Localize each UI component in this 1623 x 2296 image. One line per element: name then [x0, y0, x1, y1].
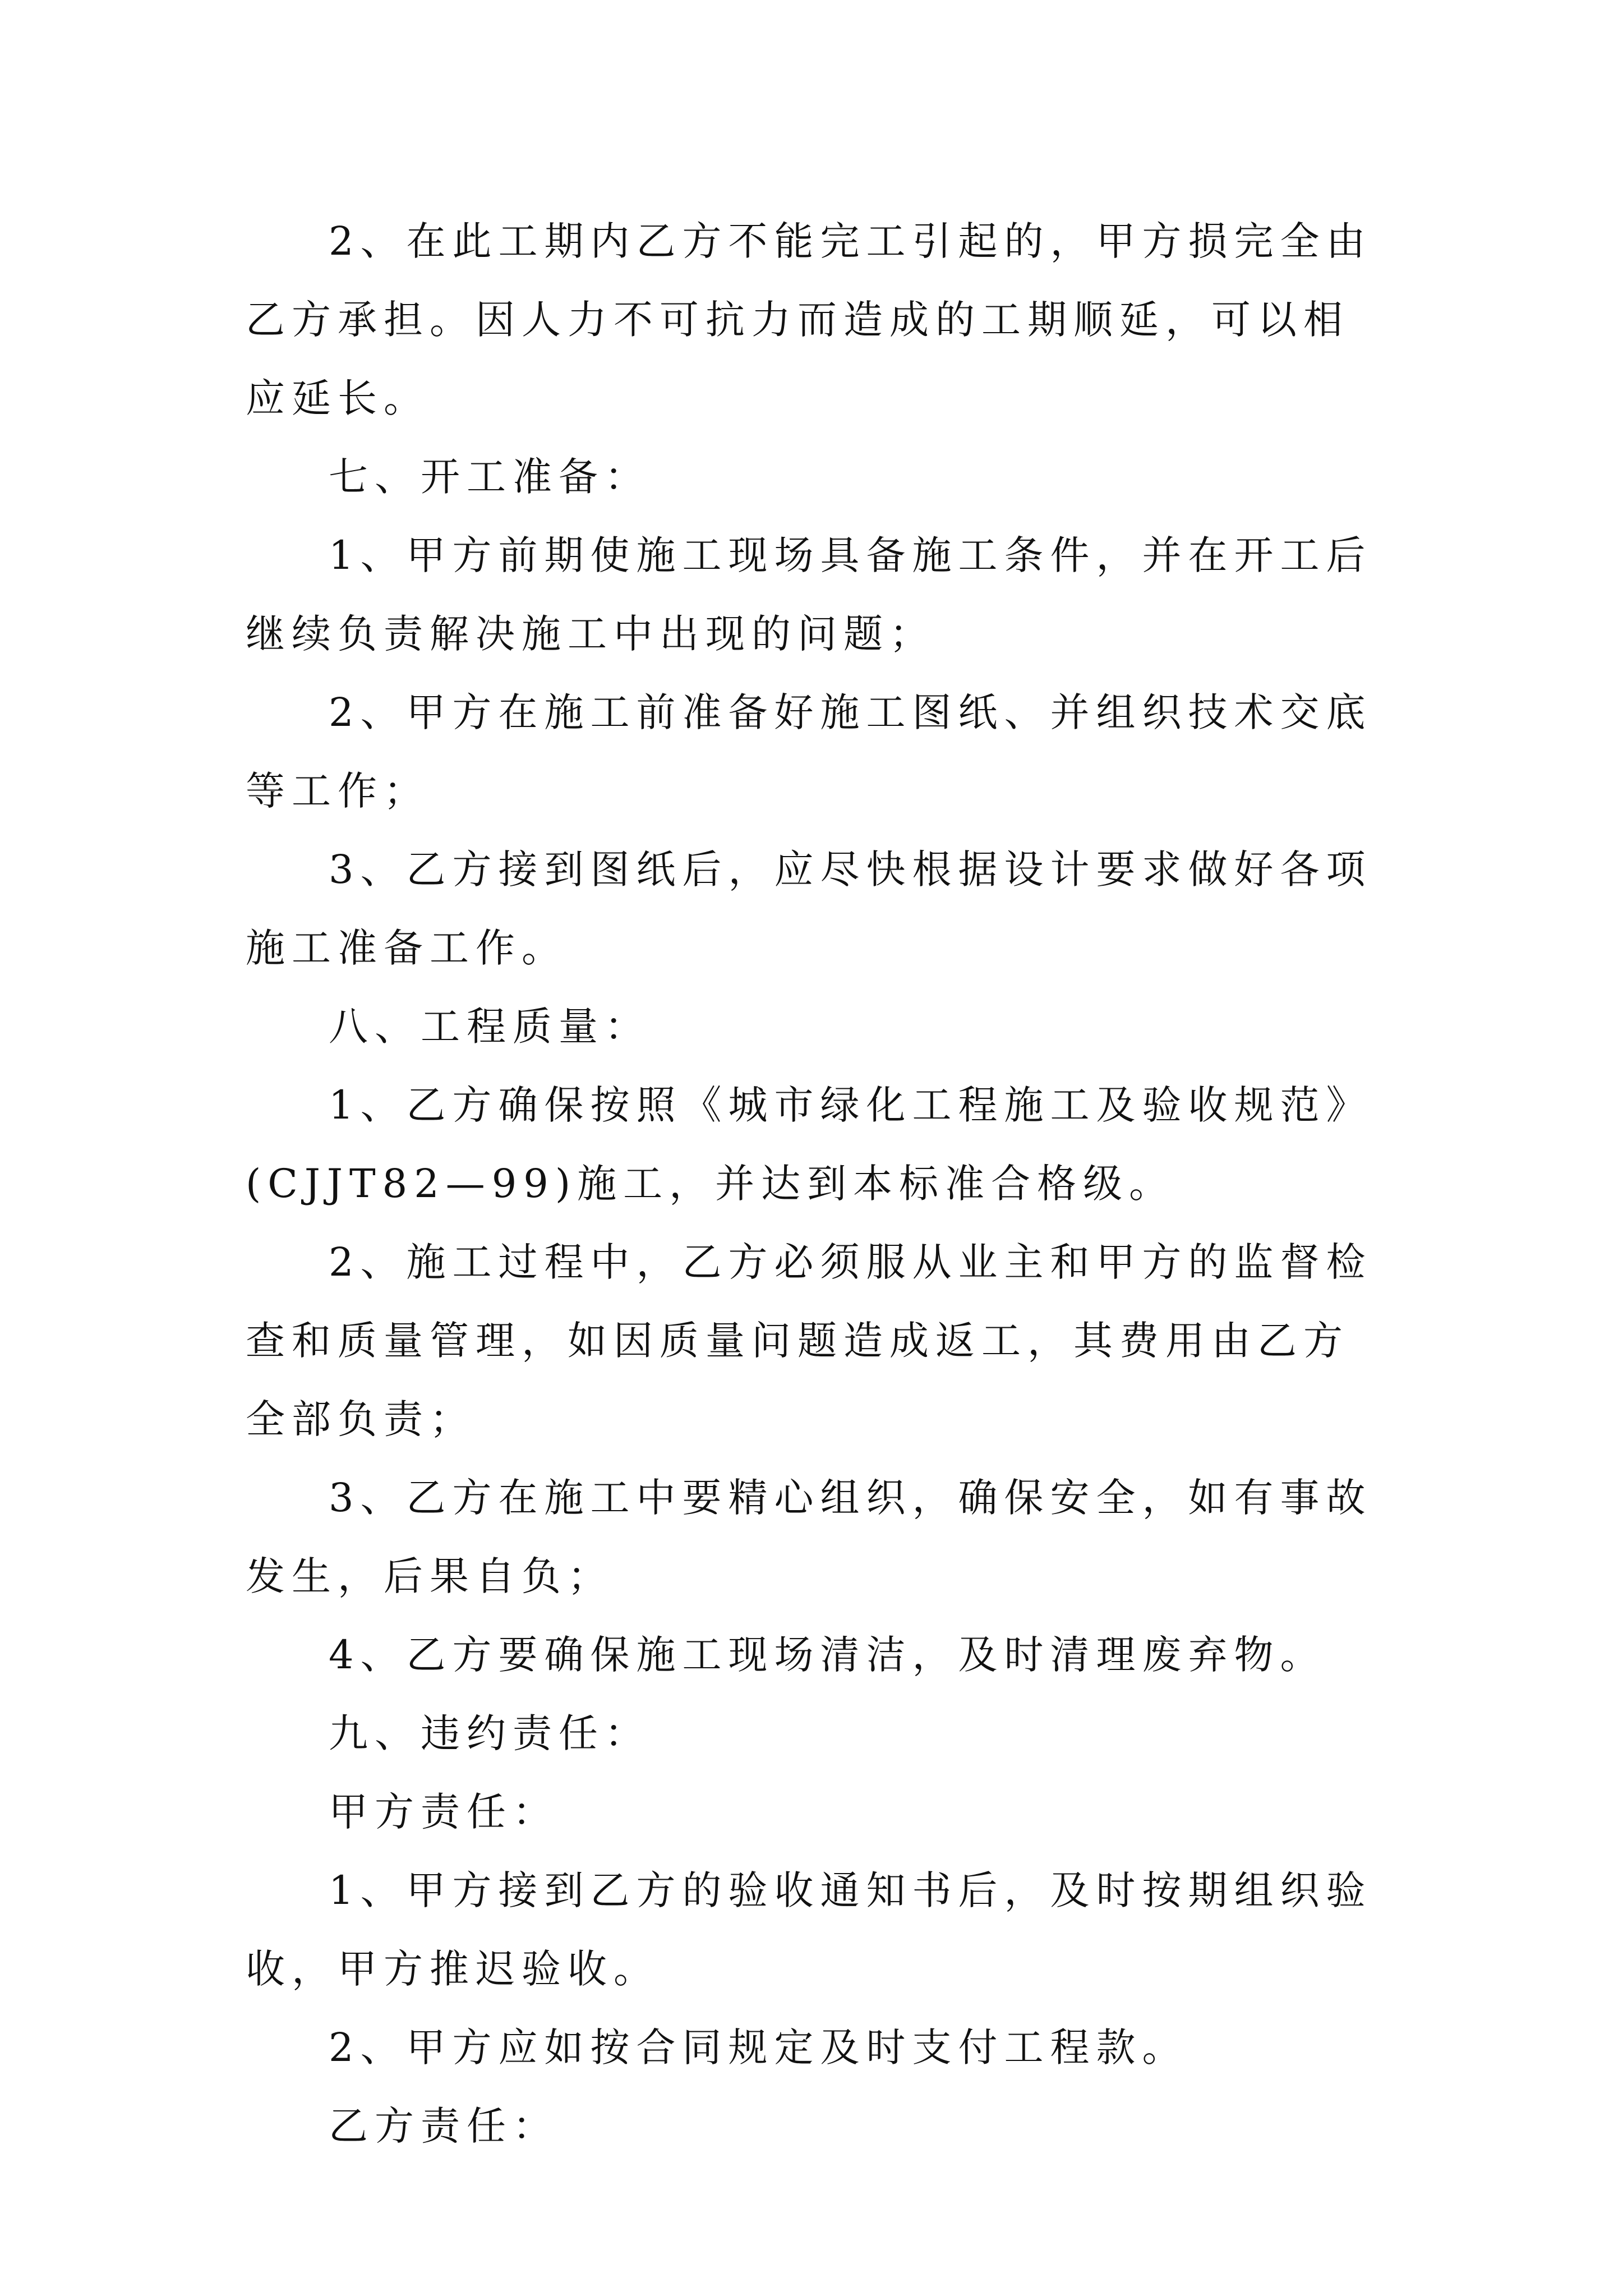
- paragraph-prep-3: 3、乙方接到图纸后，应尽快根据设计要求做好各项施工准备工作。: [246, 846, 1372, 971]
- paragraph-party-a-1: 1、甲方接到乙方的验收通知书后，及时按期组织验收，甲方推迟验收。: [246, 1867, 1372, 1992]
- document-body: [246, 202, 1384, 2165]
- paragraph-quality-4: 4、乙方要确保施工现场清洁，及时清理废弃物。: [329, 1632, 1326, 1678]
- paragraph-prep-2: 2、甲方在施工前准备好施工图纸、并组织技术交底等工作；: [246, 689, 1372, 814]
- subheading-party-a-liability: 甲方责任：: [329, 1789, 559, 1835]
- paragraph-quality-2: 2、施工过程中，乙方必须服从业主和甲方的监督检查和质量管理，如因质量问题造成返工，其费用由乙方全部负责；: [246, 1239, 1372, 1442]
- paragraph-prep-1: 1、甲方前期使施工现场具备施工条件，并在开工后继续负责解决施工中出现的问题；: [246, 532, 1372, 657]
- heading-breach-liability: 九、违约责任：: [329, 1710, 651, 1756]
- heading-project-quality: 八、工程质量：: [329, 1004, 651, 1050]
- paragraph-quality-3: 3、乙方在施工中要精心组织，确保安全，如有事故发生，后果自负；: [246, 1475, 1372, 1599]
- subheading-party-b-liability: 乙方责任：: [329, 2103, 559, 2149]
- paragraph-delay-clause: 2、在此工期内乙方不能完工引起的，甲方损完全由乙方承担。因人力不可抗力而造成的工期顺延，可以相应延长。: [246, 218, 1372, 421]
- paragraph-quality-1: 1、乙方确保按照《城市绿化工程施工及验收规范》(CJJT82—99)施工，并达到本标准合格级。: [246, 1082, 1372, 1207]
- heading-construction-preparation: 七、开工准备：: [329, 454, 651, 500]
- paragraph-party-a-2: 2、甲方应如按合同规定及时支付工程款。: [329, 2024, 1188, 2070]
